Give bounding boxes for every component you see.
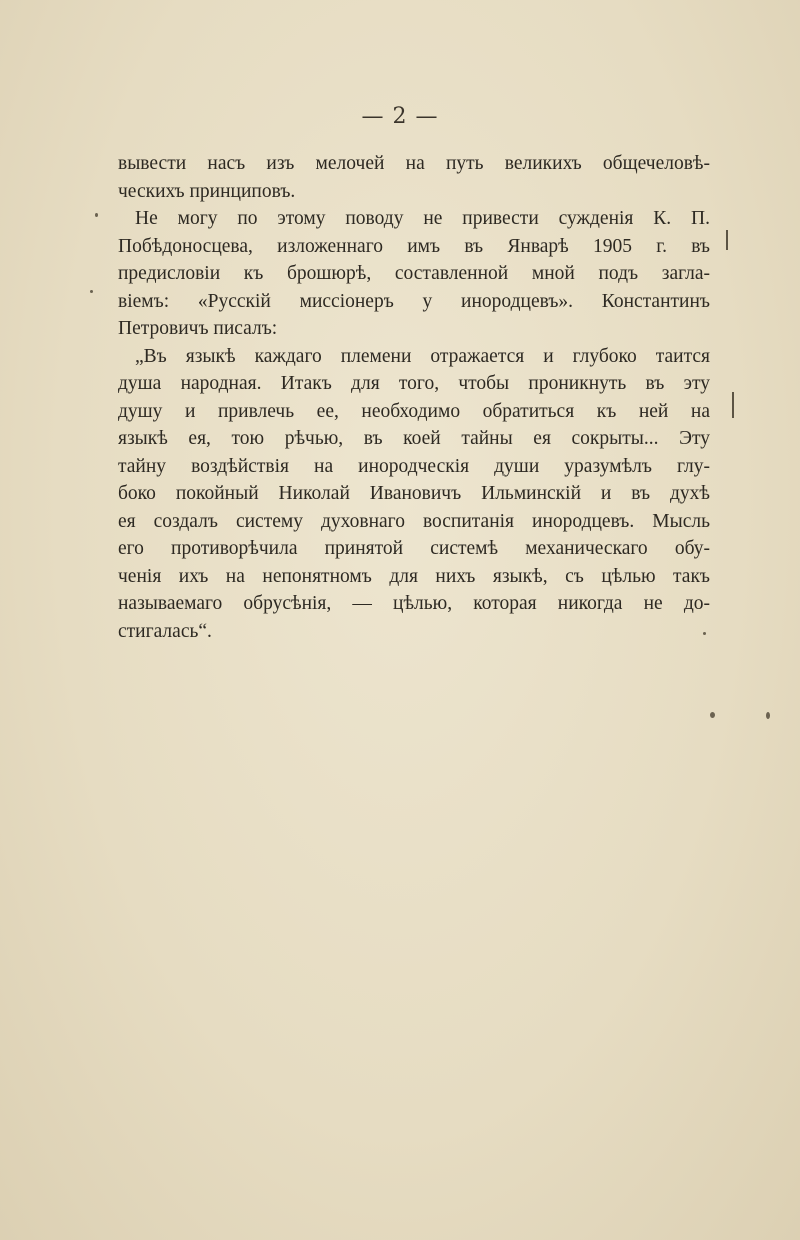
text-line: языкѣ ея, тою рѣчью, въ коей тайны ея сокрыты... Эту <box>118 428 710 449</box>
text-line: тайну воздѣйствія на инородческія души уразумѣлъ глу- <box>118 455 710 477</box>
text-line: душа народная. Итакъ для того, чтобы проникнуть въ эту <box>118 373 710 394</box>
paper-speck <box>703 632 706 635</box>
paper-speck <box>710 712 715 718</box>
text-line: ея создалъ систему духовнаго воспитанія инородцевъ. Мысль <box>118 510 710 532</box>
text-line: Петровичъ писалъ: <box>118 318 278 339</box>
margin-mark <box>726 230 728 250</box>
paper-speck <box>90 290 93 293</box>
page-number: — 2 — <box>361 104 439 129</box>
text-line: предисловіи къ брошюрѣ, составленной мной подъ загла- <box>118 263 710 284</box>
text-line: вывести насъ изъ мелочей на путь великихъ общечеловѣ- <box>118 153 710 174</box>
text-line: „Въ языкѣ каждаго племени отражается и глубоко таится <box>135 345 710 367</box>
text-line: душу и привлечь ее, необходимо обратиться къ ней на <box>118 400 710 422</box>
text-line: стигалась“. <box>118 620 212 642</box>
paper-speck <box>95 213 98 217</box>
text-line: ческихъ принциповъ. <box>118 180 296 202</box>
text-line: Побѣдоносцева, изложеннаго имъ въ Январѣ 1905 г. въ <box>118 235 710 257</box>
paper-speck <box>766 712 770 719</box>
text-line: называемаго обрусѣнія, — цѣлью, которая никогда не до- <box>118 593 710 614</box>
text-line: Не могу по этому поводу не привести сужденія К. П. <box>135 208 710 229</box>
text-line: віемъ: «Русскій миссіонеръ у инородцевъ». Константинъ <box>118 290 710 312</box>
text-line: ченія ихъ на непонятномъ для нихъ языкѣ, съ цѣлью такъ <box>118 565 710 587</box>
text-line: боко покойный Николай Ивановичъ Ильминскій и въ духѣ <box>118 483 710 504</box>
body-text <box>118 150 710 645</box>
text-line: его противорѣчила принятой системѣ механическаго обу- <box>118 538 710 559</box>
margin-mark <box>732 392 734 418</box>
